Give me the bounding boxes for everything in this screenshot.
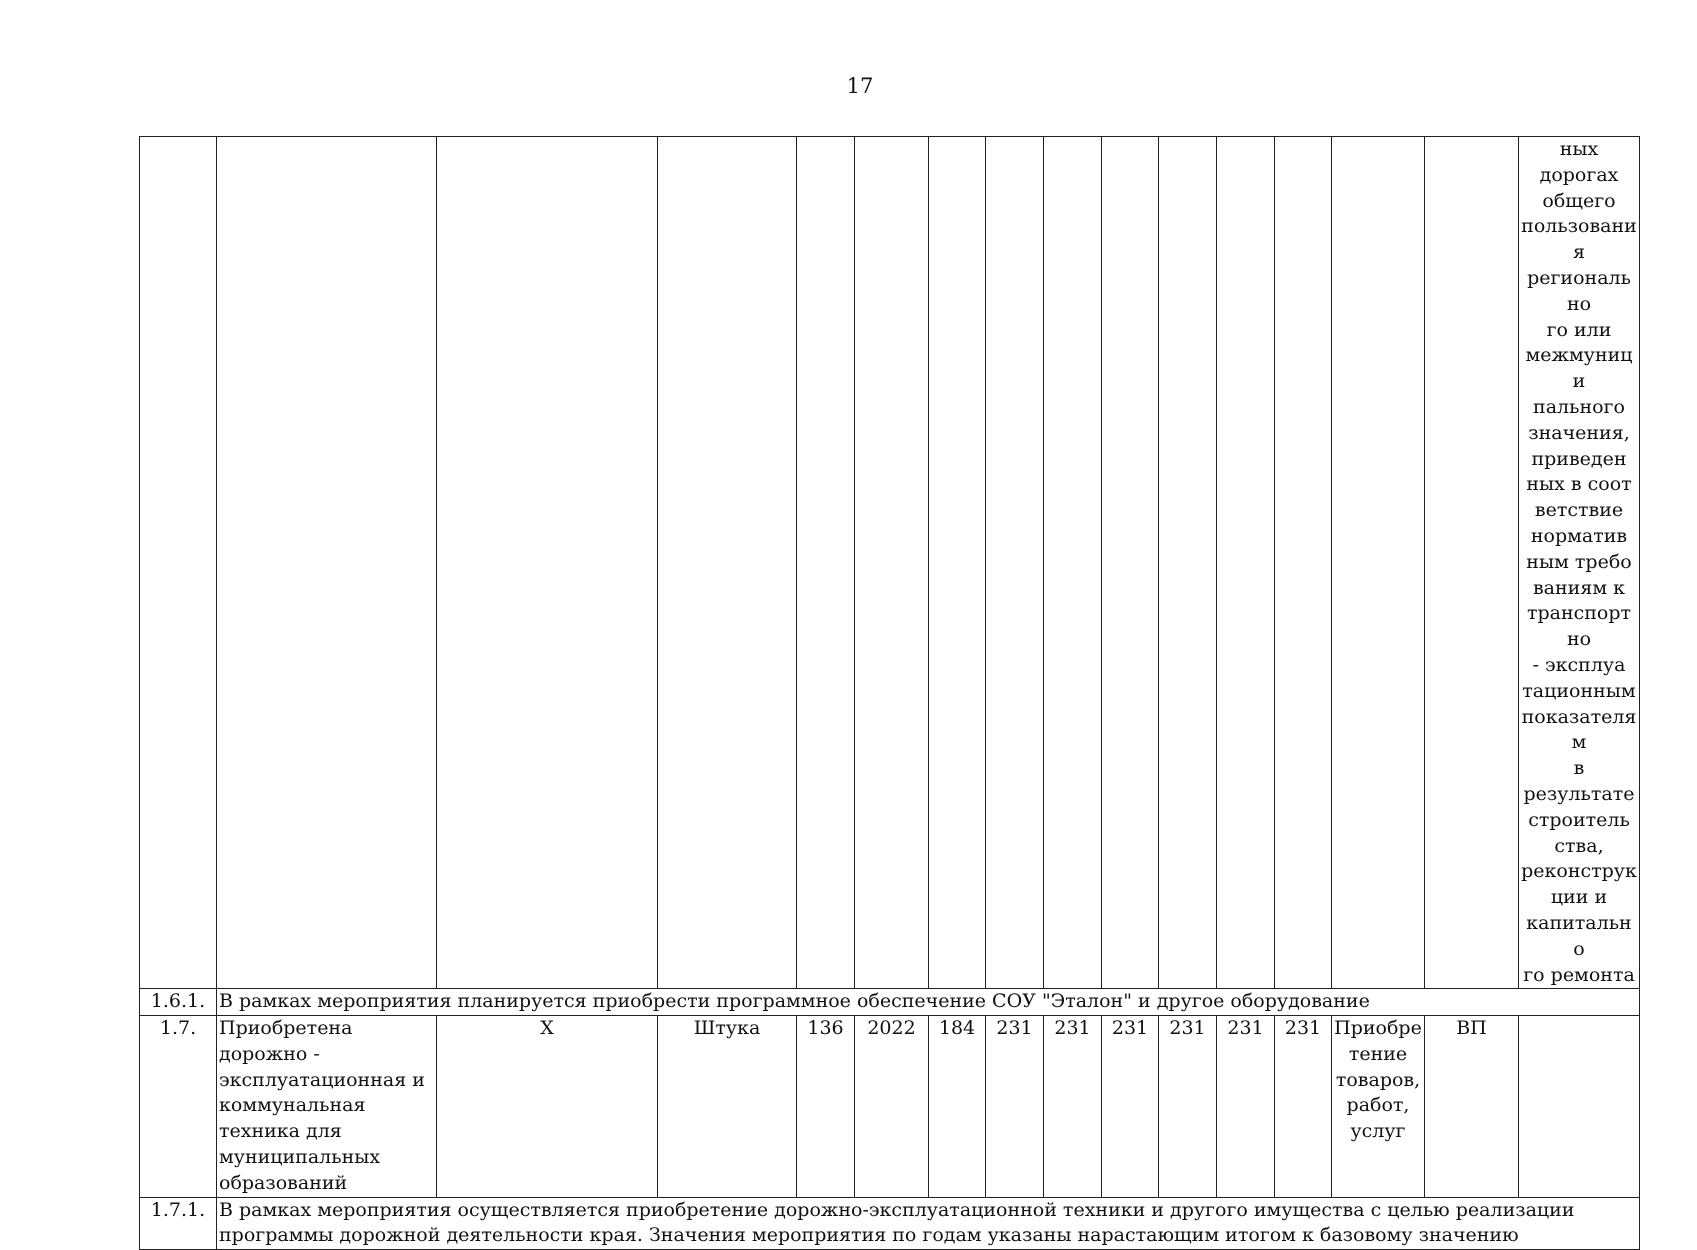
cell-year-value (1217, 137, 1275, 989)
table-row-continuation (140, 137, 1640, 989)
year-value: 231 (1275, 1016, 1332, 1198)
base-value: 136 (797, 1016, 855, 1198)
cell-activity (1332, 137, 1425, 989)
cell-base-value (797, 137, 855, 989)
indicator-type: Х (437, 1016, 658, 1198)
cell-year-value (1044, 137, 1102, 989)
table-row-1-7-1 (140, 1197, 1640, 1250)
responsible: ВП (1425, 1016, 1519, 1198)
year-value: 231 (1102, 1016, 1159, 1198)
row-description: В рамках мероприятия осуществляется приобретение дорожно-эксплуатационной техники и другого имущества с целью реализации программы дорожной деятельности края. Значения мероприятия по годам указаны нарастающим итогом к базовому значению (217, 1197, 1640, 1250)
cell-year-value (1275, 137, 1332, 989)
cell-result-text: ных дорогах общего пользования регионально го или межмуници пального значения, приведен ных в соот ветствие норматив ным требо ваниям к транспортно - эксплуа тационным показателям в результате строитель ства, реконструк ции и капитально го ремонта (1519, 137, 1640, 989)
year-value: 231 (1217, 1016, 1275, 1198)
year-value: 184 (929, 1016, 986, 1198)
cell-year-value (1102, 137, 1159, 989)
year-value: 231 (1159, 1016, 1217, 1198)
year-value: 231 (986, 1016, 1044, 1198)
table-row-1-6-1 (140, 989, 1640, 1016)
cell-year-value (1159, 137, 1217, 989)
indicators-table (139, 136, 1640, 1250)
indicator-name: Приобретена дорожно - эксплуатационная и коммунальная техника для муниципальных образований (217, 1016, 437, 1198)
row-number: 1.7. (140, 1016, 217, 1198)
cell-unit (658, 137, 797, 989)
row-number: 1.7.1. (140, 1197, 217, 1250)
year-value: 231 (1044, 1016, 1102, 1198)
cell-num (140, 137, 217, 989)
result-description (1519, 1016, 1640, 1198)
table-row-1-7 (140, 1016, 1640, 1198)
row-number: 1.6.1. (140, 989, 217, 1016)
unit-of-measure: Штука (658, 1016, 797, 1198)
page-number: 17 (846, 74, 874, 98)
cell-responsible (1425, 137, 1519, 989)
cell-year-value (929, 137, 986, 989)
activity-type: Приобре тение товаров, работ, услуг (1332, 1016, 1425, 1198)
row-description: В рамках мероприятия планируется приобрести программное обеспечение СОУ "Эталон" и другое оборудование (217, 989, 1640, 1016)
base-year: 2022 (855, 1016, 929, 1198)
cell-name (217, 137, 437, 989)
cell-year-value (986, 137, 1044, 989)
cell-type (437, 137, 658, 989)
cell-base-year (855, 137, 929, 989)
